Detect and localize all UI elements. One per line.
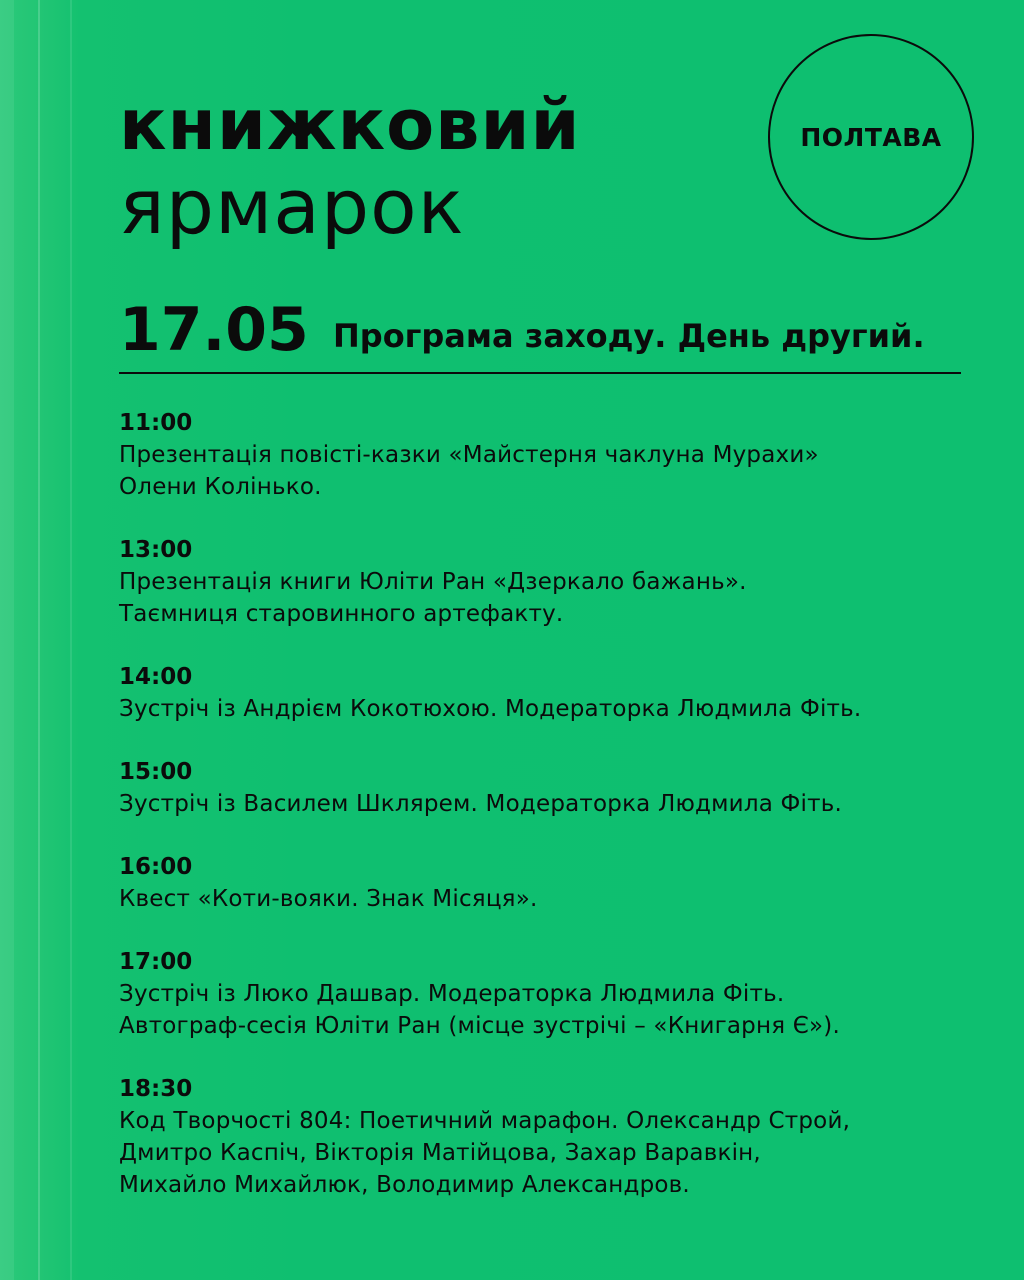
- program-title: Програма заходу. День другий.: [333, 317, 925, 355]
- spine-line: [38, 0, 40, 1280]
- event-time: 16:00: [119, 854, 193, 880]
- event-time: 18:30: [119, 1076, 193, 1102]
- event-description: Таємниця старовинного артефакту.: [119, 601, 564, 627]
- spine-line: [70, 0, 72, 1280]
- event-item: [119, 662, 989, 725]
- event-description: Автограф-сесія Юліти Ран (місце зустрічі – «Книгарня Є»).: [119, 1013, 840, 1039]
- event-description: Презентація книги Юліти Ран «Дзеркало бажань».: [119, 569, 747, 595]
- event-time: 13:00: [119, 537, 193, 563]
- event-description: Зустріч із Люко Дашвар. Модераторка Людмила Фіть.: [119, 981, 785, 1007]
- event-description: Олени Колінько.: [119, 474, 322, 500]
- event-time: 14:00: [119, 664, 193, 690]
- event-item: [119, 757, 989, 820]
- event-item: [119, 852, 989, 915]
- event-time: 15:00: [119, 759, 193, 785]
- spine-shade: [0, 0, 14, 1280]
- event-title-sub: ярмарок: [119, 162, 465, 251]
- event-item: [119, 947, 989, 1042]
- event-item: [119, 535, 989, 630]
- event-item: [119, 1074, 989, 1201]
- event-description: Михайло Михайлюк, Володимир Александров.: [119, 1172, 690, 1198]
- event-list: [119, 408, 989, 1233]
- event-description: Презентація повісті-казки «Майстерня чаклуна Мурахи»: [119, 442, 819, 468]
- event-description: Код Творчості 804: Поетичний марафон. Олександр Строй,: [119, 1108, 851, 1134]
- event-time: 11:00: [119, 410, 193, 436]
- city-label: ПОЛТАВА: [800, 122, 942, 152]
- event-item: [119, 408, 989, 503]
- event-time: 17:00: [119, 949, 193, 975]
- event-title-main: книжковий: [119, 84, 581, 166]
- city-badge: [768, 34, 974, 240]
- event-description: Дмитро Каспіч, Вікторія Матійцова, Захар Варавкін,: [119, 1140, 761, 1166]
- program-date: 17.05: [119, 295, 309, 365]
- event-description: Квест «Коти-вояки. Знак Місяця».: [119, 886, 538, 912]
- event-description: Зустріч із Василем Шклярем. Модераторка Людмила Фіть.: [119, 791, 842, 817]
- event-description: Зустріч із Андрієм Кокотюхою. Модераторка Людмила Фіть.: [119, 696, 862, 722]
- header-divider: [119, 372, 961, 374]
